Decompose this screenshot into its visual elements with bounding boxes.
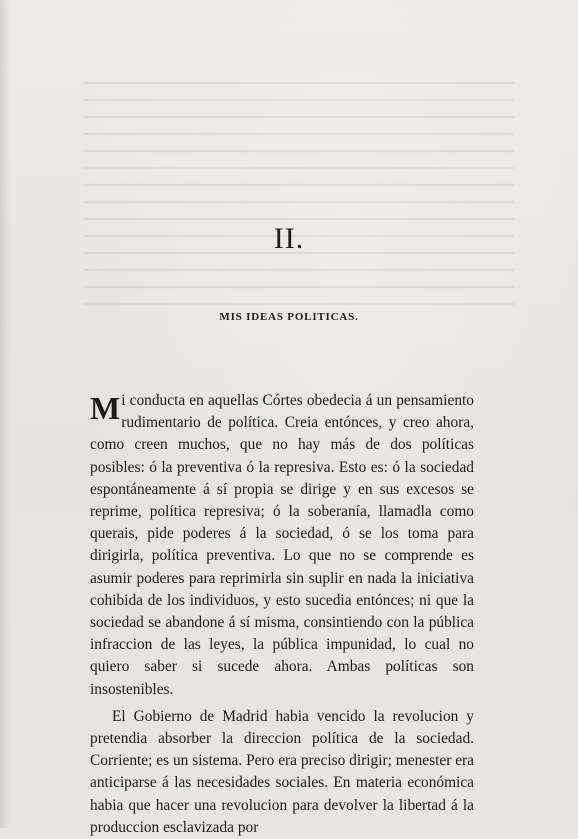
- page-gutter-shadow: [0, 0, 10, 828]
- paragraph-1: [90, 390, 474, 701]
- drop-cap: M: [90, 390, 121, 426]
- show-through-text: [84, 72, 514, 312]
- chapter-numeral: II.: [273, 222, 305, 255]
- chapter-title: MIS IDEAS POLITICAS.: [219, 311, 359, 323]
- paragraph-1-text: i conducta en aquellas Córtes obedecia á un pensamiento rudimentario de política. Creia entónces, y creo ahora, como creen muchos, que no hay más de dos políticas posibles: ó la preventiva ó la represiva. Esto es: ó la sociedad espontáneamente á sí propia se dirige y en sus excesos se reprime, política represiva; ó la soberanía, llamadla como querais, pide poderes á la sociedad, ó se los toma para dirigirla, política preventiva. Lo que no se comprende es asumir poderes para reprimirla sin suplir en nada la iniciativa cohibida de los individuos, y esto sucedia entónces; ni que la sociedad se abandone á sí misma, consintiendo con la pública infraccion de las leyes, la pública impunidad, lo cual no quiero saber si sucede ahora. Ambas políticas son insostenibles.: [90, 392, 474, 698]
- body-text: [90, 390, 474, 839]
- paragraph-2: El Gobierno de Madrid habia vencido la revolucion y pretendia absorber la direccion política de la sociedad. Corriente; es un sistema. Pero era preciso dirigir; menester era anticiparse á las necesidades sociales. En materia económica habia que hacer una revolucion para devolver la libertad á la produccion esclavizada por: [90, 707, 474, 836]
